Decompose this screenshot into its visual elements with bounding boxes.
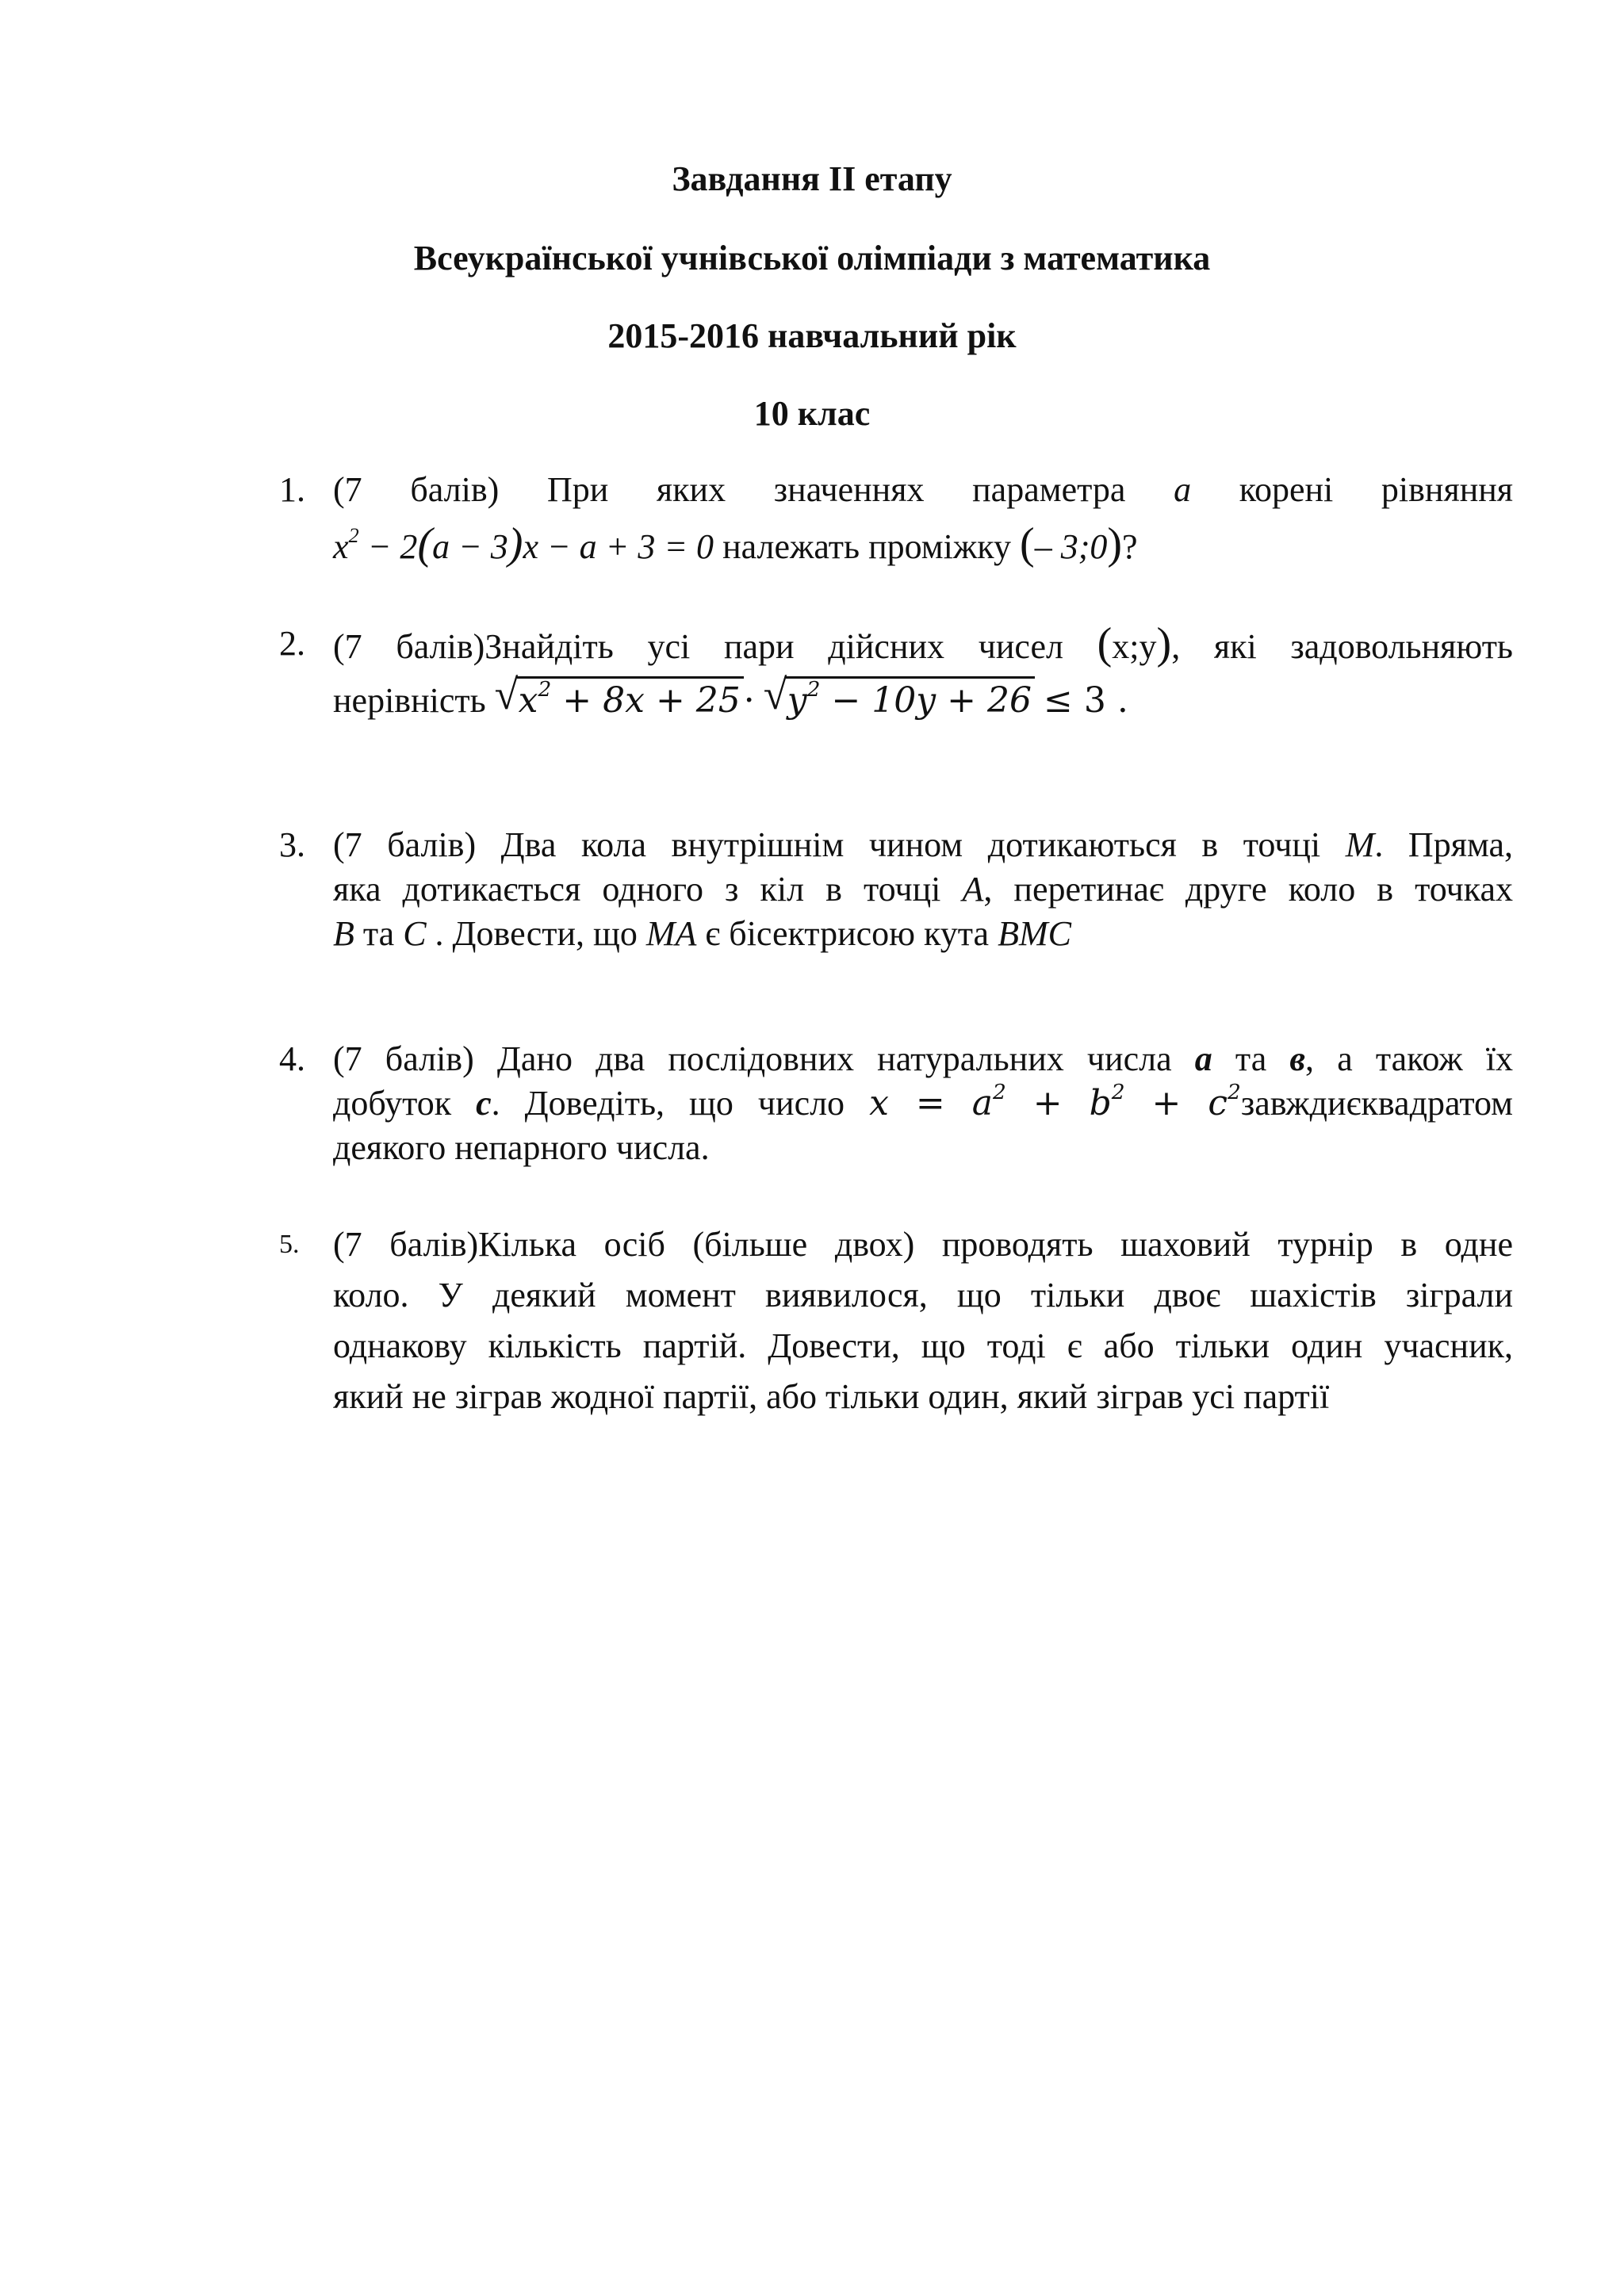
problem-3-number: 3. — [279, 825, 305, 864]
equation-1: $x^2 - 2(a - 3)x - a + 3 = 0$ — [333, 519, 714, 568]
problem-3-line-2: яка дотикається одного з кіл в точці A, перетинає друге коло в точках — [333, 870, 1514, 909]
sqrt-expression-2: √ $y^2 - 10y + 26$ — [764, 677, 1035, 725]
title-grade: 10 клас — [753, 394, 871, 433]
problem-3-line-3: B та C . Довести, що MA є бісектрисою кута BMC — [333, 914, 1071, 953]
problem-2-line-1: (7 балів)Знайдіть усі пари дійсних чисел (x;y), які задовольняють — [333, 619, 1513, 668]
problem-3-line-1: (7 балів) Два кола внутрішнім чином дотикаються в точці M. Пряма, — [333, 825, 1514, 864]
problem-5-line-4: який не зіграв жодної партії, або тільки один, який зіграв усі партії — [333, 1377, 1330, 1416]
problem-4-line-3: деякого непарного числа. — [333, 1128, 710, 1167]
problem-4-line-2: добуток с. Доведіть, що число $x = a^2 + b^2$ + $c^2завждиєквадратом$ — [333, 1080, 1514, 1123]
problem-4-line-1: (7 балів) Дано два послідовних натуральних числа а та в, а також їх — [333, 1039, 1514, 1078]
title-stage: Завдання ІІ етапу — [672, 159, 952, 198]
equation-4: $x = a^2 + b^2 + c^2$ — [869, 1080, 1241, 1123]
title-year: 2015-2016 навчальний рік — [607, 316, 1017, 355]
problem-1-line-2: $x^2 - 2(a - 3)x - a + 3 = 0$ належать проміжку (– 3;0)? — [333, 519, 1138, 568]
problem-2-number: 2. — [279, 624, 305, 663]
problem-4-number: 4. — [279, 1039, 305, 1078]
problem-5-line-2: коло. У деякий момент виявилося, що тільки двоє шахістів зіграли — [333, 1276, 1513, 1314]
problem-5-number: 5. — [279, 1230, 300, 1259]
problem-5-line-3: однакову кількість партій. Довести, що тоді є або тільки один учасник, — [333, 1326, 1513, 1365]
problem-1-line-1: (7 балів) При яких значеннях параметра a корені рівняння — [333, 470, 1514, 509]
problem-5-line-1: (7 балів)Кілька осіб (більше двох) проводять шаховий турнір в одне — [333, 1225, 1513, 1264]
problem-1-number: 1. — [279, 470, 305, 509]
title-olympiad: Всеукраїнської учнівської олімпіади з математика — [413, 239, 1211, 277]
problem-2-line-2: нерівність √ $x^2 + 8x + 25\cdot$ √ $y^2 - 10y + 26 \le 3$ . — [333, 677, 1513, 725]
sqrt-expression-1: √ $x^2 + 8x + 25$ — [495, 677, 744, 725]
